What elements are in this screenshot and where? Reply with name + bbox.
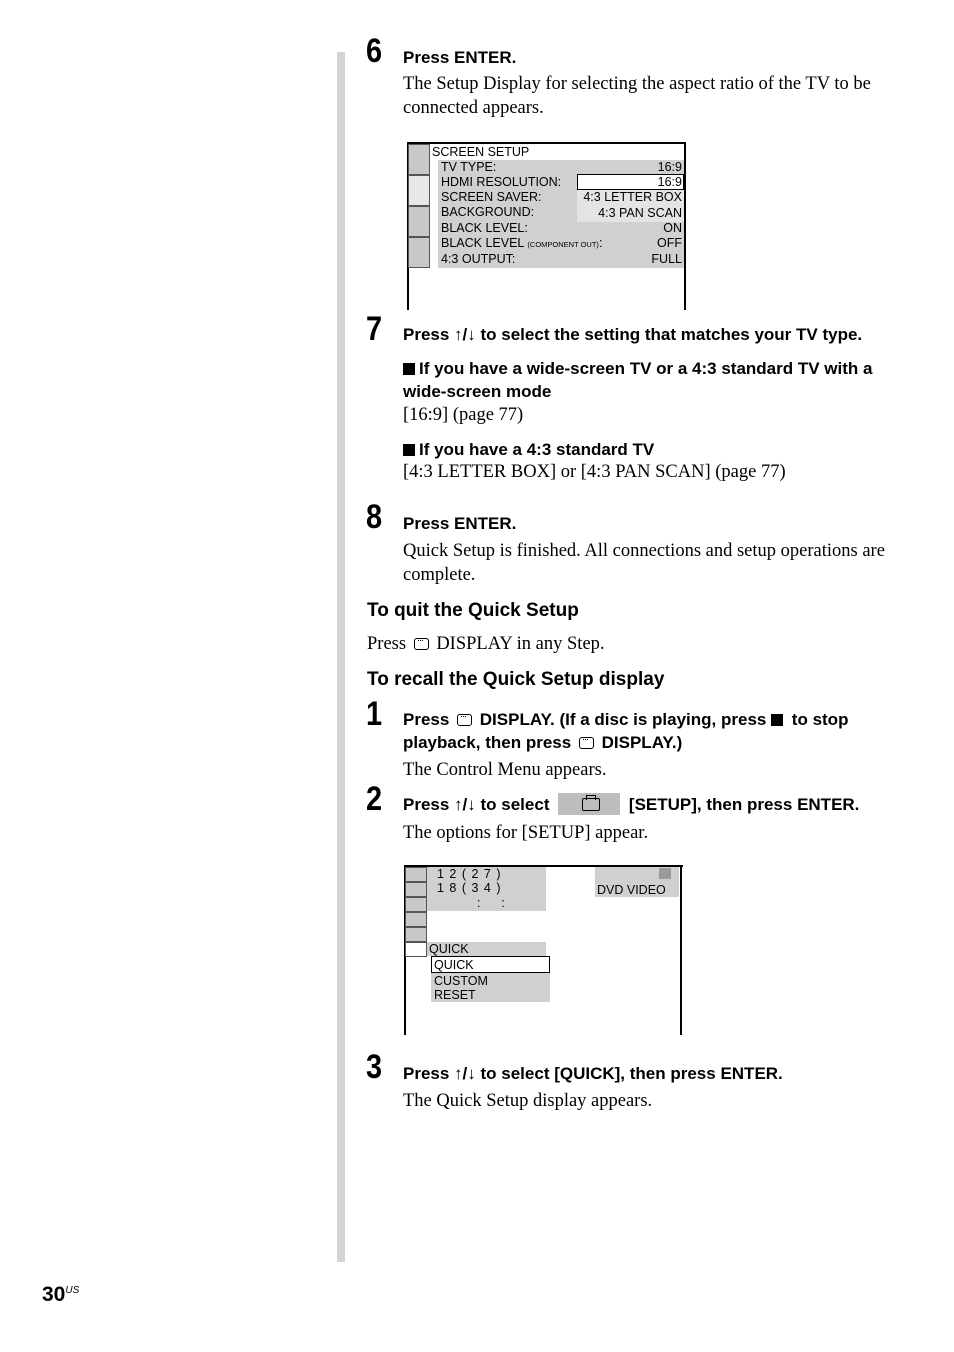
page-number: $30^{US}$ [42, 1283, 80, 1306]
square-bullet-icon [403, 444, 415, 456]
quit-heading: To quit the Quick Setup [367, 600, 579, 621]
title-chapter-display: 1 8 ( 3 4 ) [437, 881, 502, 895]
recall-step-2-description: The options for [SETUP] appear. [403, 823, 649, 843]
recall-step-3-description: The Quick Setup display appears. [403, 1091, 653, 1111]
menu-tab [408, 237, 430, 268]
option-quick: QUICK [434, 958, 474, 972]
menu-tab [408, 144, 430, 175]
disc-type: DVD VIDEO [597, 883, 666, 897]
row-label: HDMI RESOLUTION: [441, 175, 562, 189]
menu-tab [405, 867, 427, 882]
square-bullet-icon [403, 363, 415, 375]
recall-step-1-number: 1 [366, 695, 382, 733]
subsection-standard-title: If you have a 4:3 standard TV [403, 438, 654, 461]
recall-step-2-title: Press ↑/↓ to select [SETUP], then press ENTER. [403, 795, 860, 814]
up-down-arrows-icon: ↑/↓ [454, 1064, 476, 1083]
row-value: OFF [657, 236, 682, 250]
up-down-arrows-icon: ↑/↓ [454, 795, 476, 814]
option-reset: RESET [434, 988, 476, 1002]
row-label: TV TYPE: [441, 160, 497, 174]
menu-tab [408, 206, 430, 237]
row-value: 4:3 PAN SCAN [598, 206, 682, 220]
subsection-standard-text: [4:3 LETTER BOX] or [4:3 PAN SCAN] (page 77) [403, 462, 786, 482]
margin-bar [337, 52, 345, 1262]
menu-tab-selected [405, 942, 427, 957]
recall-step-1-description: The Control Menu appears. [403, 760, 607, 780]
row-label: BLACK LEVEL: [441, 221, 528, 235]
option-custom: CUSTOM [434, 974, 488, 988]
menu-tab [405, 897, 427, 912]
row-value: FULL [651, 252, 682, 266]
recall-step-1-title: Press DISPLAY. (If a disc is playing, press to stop playback, then press DISPLAY.) [403, 710, 849, 752]
setup-options-display [403, 865, 683, 1035]
step-7-title: Press ↑/↓ to select the setting that matches your TV type. [403, 325, 863, 344]
recall-heading: To recall the Quick Setup display [367, 669, 665, 690]
step-8-title: Press ENTER. [403, 514, 517, 533]
time-display: : : [477, 896, 505, 910]
row-label: SCREEN SAVER: [441, 190, 542, 204]
subsection-widescreen-text: [16:9] (page 77) [403, 405, 524, 425]
recall-step-3-title: Press ↑/↓ to select [QUICK], then press ENTER. [403, 1064, 783, 1083]
menu-tab [405, 912, 427, 927]
menu-tab-selected [408, 175, 430, 206]
row-label: BACKGROUND: [441, 205, 535, 219]
recall-step-3-number: 3 [366, 1048, 382, 1086]
disc-indicator-icon [659, 868, 671, 879]
screen-setup-display [406, 142, 686, 310]
subsection-widescreen-title: If you have a wide-screen TV or a 4:3 standard TV with a wide-screen mode [403, 359, 873, 401]
row-value: 16:9 [657, 175, 682, 189]
setup-menu-title: QUICK [429, 942, 469, 956]
step-8-description: Quick Setup is finished. All connections and setup operations are complete. [403, 541, 885, 585]
row-label: BLACK LEVEL (COMPONENT OUT): [441, 236, 603, 250]
step-6-title: Press ENTER. [403, 48, 517, 67]
row-value: 16:9 [657, 160, 682, 174]
stop-icon [771, 714, 783, 726]
display-button-icon [457, 714, 472, 726]
display-button-icon [414, 638, 429, 650]
title-chapter-display: 1 2 ( 2 7 ) [437, 867, 502, 881]
screen-header: SCREEN SETUP [432, 145, 530, 159]
up-down-arrows-icon: ↑/↓ [454, 325, 476, 344]
menu-tab [405, 927, 427, 942]
step-6-description: The Setup Display for selecting the aspect ratio of the TV to be connected appears. [403, 74, 871, 118]
step-8-number: 8 [366, 498, 382, 536]
display-button-icon [579, 737, 594, 749]
row-label: 4:3 OUTPUT: [441, 252, 516, 266]
menu-tab [405, 882, 427, 897]
row-value: ON [663, 221, 682, 235]
row-value: 4:3 LETTER BOX [583, 190, 682, 204]
recall-step-2-number: 2 [366, 780, 382, 818]
setup-toolbox-icon [558, 793, 620, 815]
quit-text: Press DISPLAY in any Step. [367, 634, 605, 654]
step-7-number: 7 [366, 310, 382, 348]
step-6-number: 6 [366, 32, 382, 70]
